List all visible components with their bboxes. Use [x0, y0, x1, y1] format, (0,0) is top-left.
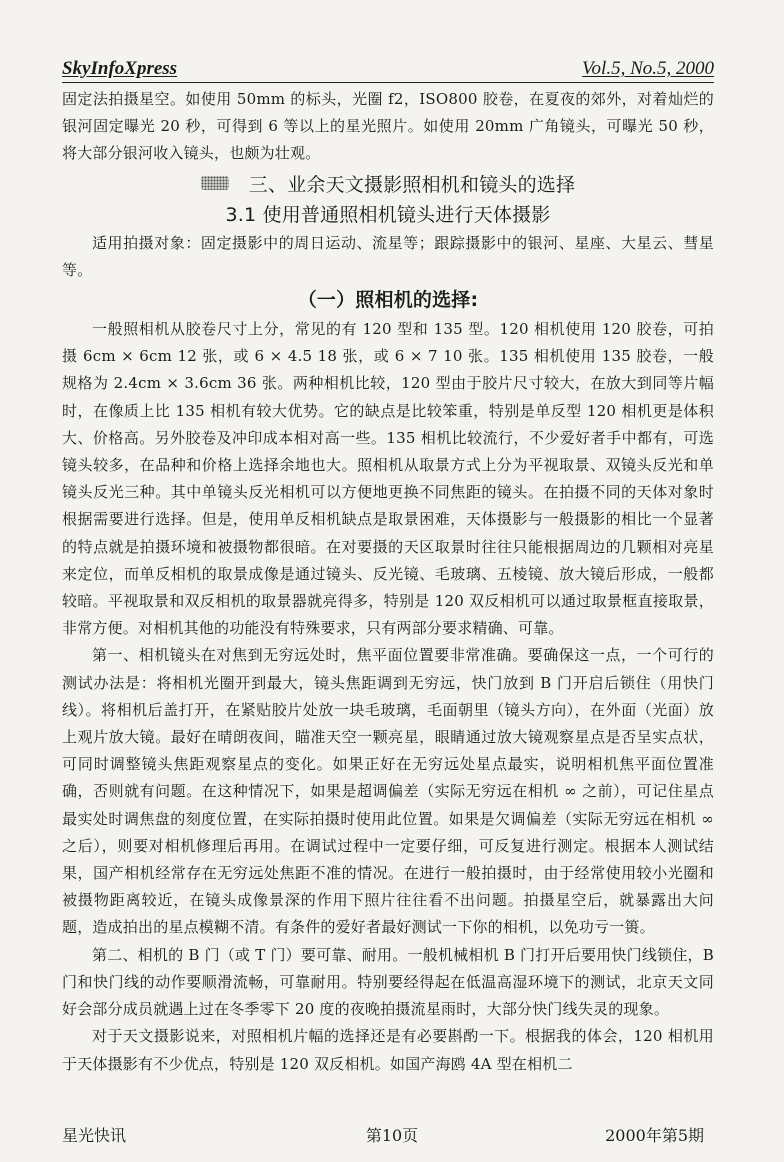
footer-issue: 2000年第5期	[605, 1126, 704, 1145]
running-header	[62, 56, 714, 83]
section-title: 三、业余天文摄影照相机和镜头的选择	[248, 173, 576, 196]
page-number: 第10页	[365, 1126, 419, 1145]
subsection-title: 3.1 使用普通照相机镜头进行天体摄影	[225, 203, 551, 226]
body-paragraph: 第二、相机的 B 门（或 T 门）要可靠、耐用。一般机械相机 B 门打开后要用快门线锁住，B 门和快门线的动作要顺滑流畅，可靠耐用。特别要经得起在低温高湿环境下的测试，北京天文同好会部分成员就遇上过在冬季零下 20 度的夜晚拍摄流星雨时，大部分快门线失灵的现象。	[62, 945, 714, 1019]
page-footer	[0, 1124, 784, 1148]
halftone-bullet-icon	[201, 176, 229, 190]
footer-publication: 星光快讯	[62, 1126, 127, 1145]
section-heading	[62, 170, 714, 200]
applicable-targets-paragraph: 适用拍摄对象：固定摄影中的周日运动、流星等；跟踪摄影中的银河、星座、大星云、彗星等。	[62, 233, 714, 279]
body-paragraph: 对于天文摄影说来，对照相机片幅的选择还是有必要斟酌一下。根据我的体会，120 相机用于天体摄影有不少优点，特别是 120 双反相机。如国产海鸥 4A 型在相机二	[62, 1027, 714, 1073]
body-paragraph: 一般照相机从胶卷尺寸上分，常见的有 120 型和 135 型。120 相机使用 120 胶卷，可拍摄 6cm × 6cm 12 张，或 6 × 4.5 18 张，或 6 × 7 10 张。135 相机使用 135 胶卷，一般规格为 2.4cm × 3.6cm 36 张。两种相机比较，120 型由于胶片尺寸较大，在放大到同等片幅时，在像质上比 135 相机有较大优势。它的缺点是比较笨重，特别是单反型 120 相机更是体积大、价格高。另外胶卷及冲印成本相对高一些。135 相机比较流行，不少爱好者手中都有，可选镜头较多，在品种和价格上选择余地也大。照相机从取景方式上分为平视取景、双镜头反光和单镜头反光三种。其中单镜头反光相机可以方便地更换不同焦距的镜头。在拍摄不同的天体对象时根据需要进行选择。但是，使用单反相机缺点是取景困难，天体摄影与一般摄影的相比一个显著的特点就是拍摄环境和被摄物都很暗。在对要摄的天区取景时往往只能根据周边的几颗相对亮星来定位，而单反相机的取景成像是通过镜头、反光镜、毛玻璃、五棱镜、放大镜后形成，一般都较暗。平视取景和双反相机的取景器就亮得多，特别是 120 双反相机可以通过取景框直接取景，非常方便。对相机其他的功能没有特殊要求，只有两部分要求精确、可靠。	[62, 320, 714, 638]
volume-issue: Vol.5, No.5, 2000	[582, 58, 714, 79]
journal-name: SkyInfoXpress	[62, 58, 178, 79]
article-body	[62, 86, 714, 1078]
intro-paragraph: 固定法拍摄星空。如使用 50mm 的标头，光圈 f2，ISO800 胶卷，在夏夜的郊外，对着灿烂的银河固定曝光 20 秒，可得到 6 等以上的星光照片。如使用 20mm 广角镜头，可曝光 50 秒，将大部分银河收入镜头，也颇为壮观。	[62, 90, 714, 163]
body-paragraph: 第一、相机镜头在对焦到无穷远处时，焦平面位置要非常准确。要确保这一点，一个可行的测试办法是：将相机光圈开到最大，镜头焦距调到无穷远，快门放到 B 门开启后锁住（用快门线）。将相机后盖打开，在紧贴胶片处放一块毛玻璃，毛面朝里（镜头方向），在外面（光面）放上观片放大镜。最好在晴朗夜间，瞄准天空一颗亮星，眼睛通过放大镜观察星点是否呈实点状，可同时调整镜头焦距观察星点的变化。如果正好在无穷远处星点最实，说明相机焦平面位置准确，否则就有问题。在这种情况下，如果是超调偏差（实际无穷远在相机 ∞ 之前），可记住星点最实处时调焦盘的刻度位置，在实际拍摄时使用此位置。如果是欠调偏差（实际无穷远在相机 ∞ 之后），则要对相机修理后再用。在调试过程中一定要仔细，可反复进行测定。根据本人测试结果，国产相机经常存在无穷远处焦距不准的情况。在进行一般拍摄时，由于经常使用较小光圈和被摄物距离较近，在镜头成像景深的作用下照片往往看不出问题。拍摄星空后，就暴露出大问题，造成拍出的星点模糊不清。有条件的爱好者最好测试一下你的相机，以免功亏一篑。	[62, 646, 714, 937]
camera-selection-heading: （一）照相机的选择:	[297, 289, 479, 312]
